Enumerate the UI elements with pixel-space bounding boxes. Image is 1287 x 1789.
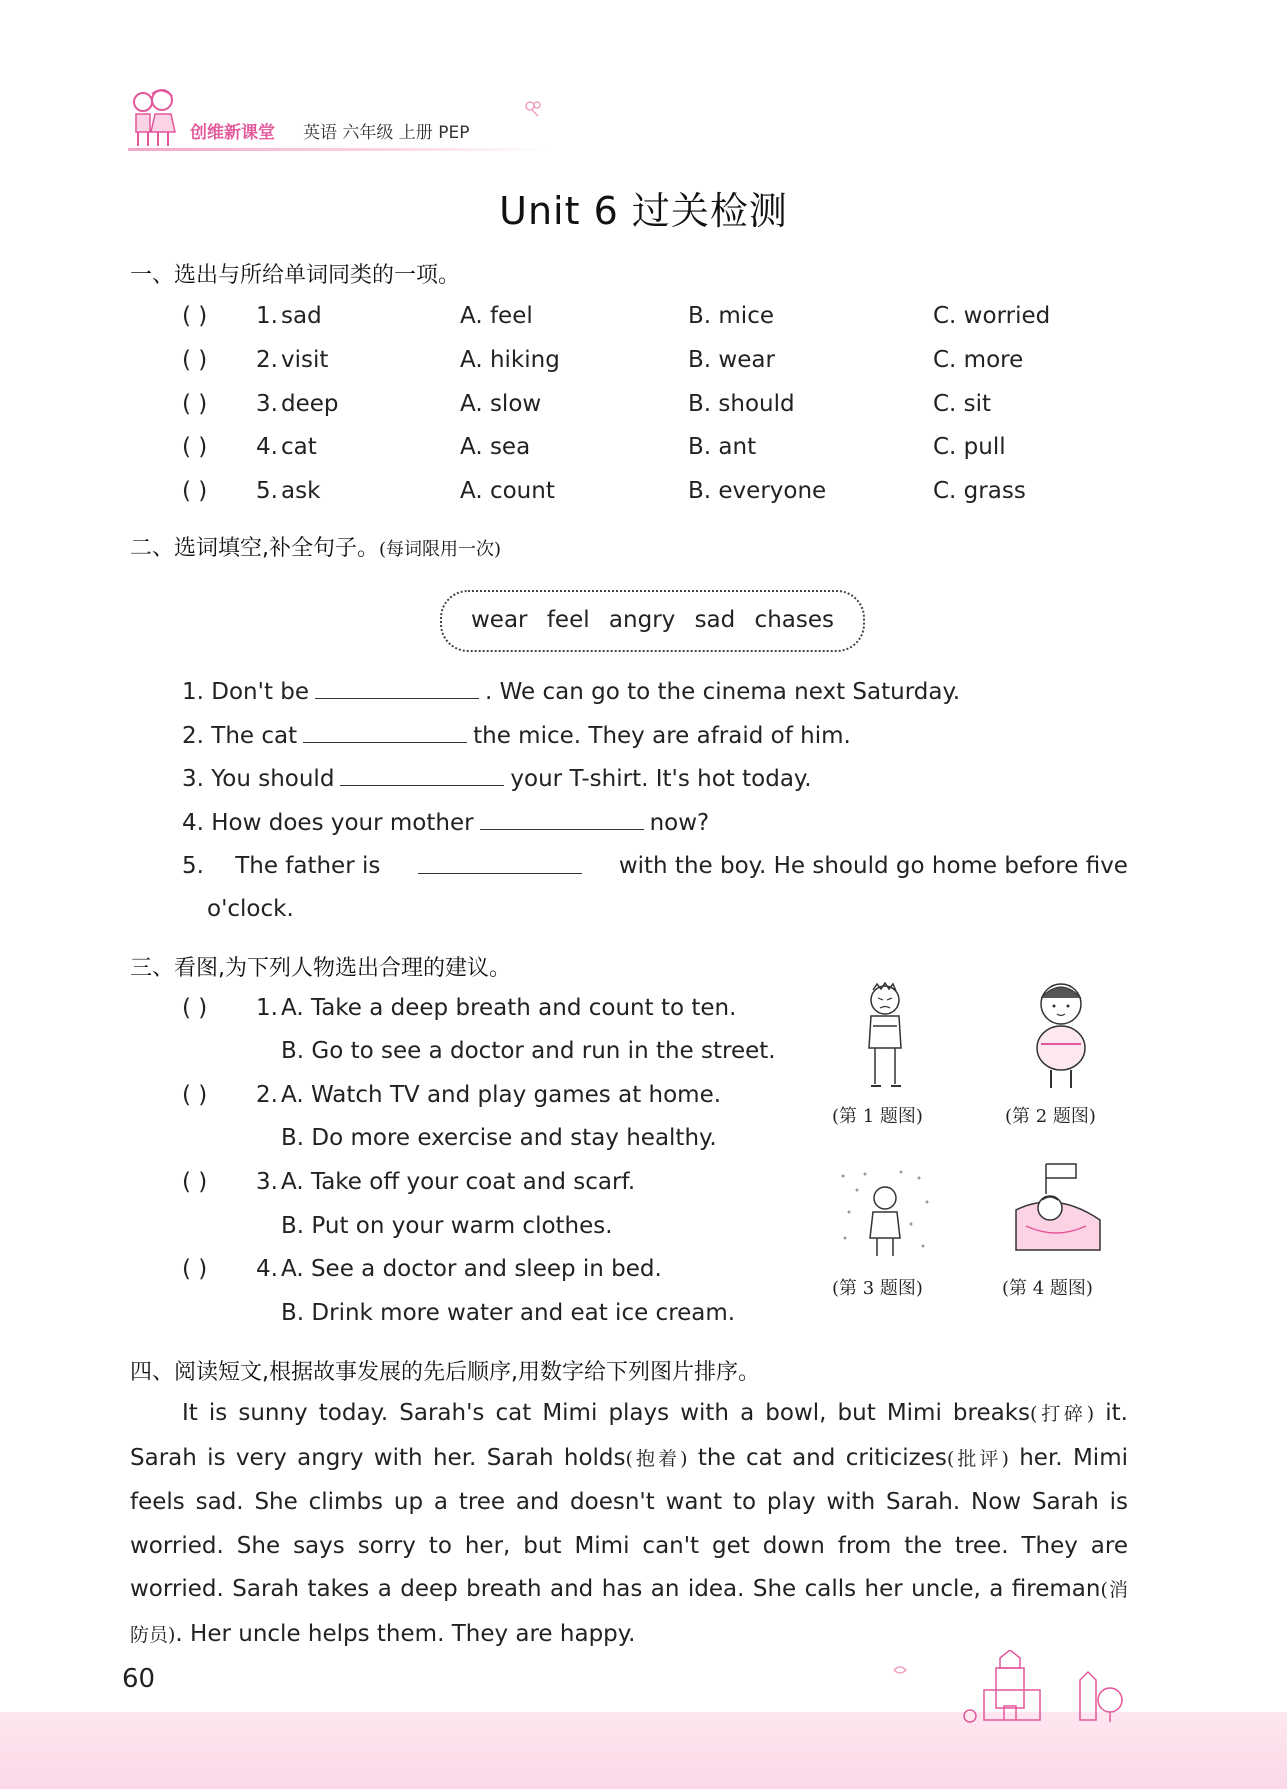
option-c: C. more xyxy=(933,347,1024,373)
sentence-after: . We can go to the cinema next Saturday. xyxy=(485,679,961,705)
option-b: B. Put on your warm clothes. xyxy=(281,1213,613,1239)
option-b: B. everyone xyxy=(688,478,827,504)
option-b: B. Do more exercise and stay healthy. xyxy=(281,1125,717,1151)
item-word: ask xyxy=(281,478,321,504)
fill-sentence xyxy=(182,809,709,836)
item-number: 3. xyxy=(256,391,278,417)
page-title: Unit 6 过关检测 xyxy=(499,189,788,233)
chinese-gloss: (抱着) xyxy=(625,1447,688,1470)
kids-logo-icon xyxy=(128,86,178,150)
item-number: 2. xyxy=(182,723,204,749)
sentence-after: your T-shirt. It's hot today. xyxy=(510,766,812,792)
answer-blank[interactable] xyxy=(480,809,644,830)
snowy-boy-picture xyxy=(835,1166,935,1264)
sentence-after: now? xyxy=(649,810,710,836)
sentence-continuation: o'clock. xyxy=(207,896,294,922)
item-number: 4. xyxy=(256,1256,278,1282)
chinese-gloss: (批评) xyxy=(946,1447,1009,1470)
option-a: A. Take off your coat and scarf. xyxy=(281,1169,636,1195)
option-c: C. sit xyxy=(933,391,992,417)
answer-paren[interactable]: ( ) xyxy=(182,347,208,373)
passage-text: her. Mimi feels sad. She climbs up a tree and doesn't want to play with Sarah. Now Sarah is worried. She says sorry to her, but Mimi can't get down from the tree. They are worried. Sarah takes a deep breath and has an idea. She calls her uncle, a fireman xyxy=(130,1444,1128,1603)
fill-sentence xyxy=(182,853,1128,879)
answer-blank[interactable] xyxy=(418,853,582,874)
angry-boy-picture xyxy=(855,980,915,1096)
book-info: 英语 六年级 上册 PEP xyxy=(303,123,470,143)
option-a: A. slow xyxy=(460,391,542,417)
section1-heading: 一、选出与所给单词同类的一项。 xyxy=(130,263,461,288)
answer-paren[interactable]: ( ) xyxy=(182,1082,208,1108)
sick-in-bed-picture xyxy=(1006,1160,1106,1264)
sentence-after: the mice. They are afraid of him. xyxy=(473,723,851,749)
option-c: C. worried xyxy=(933,303,1051,329)
answer-paren[interactable]: ( ) xyxy=(182,391,208,417)
item-number: 4. xyxy=(182,810,204,836)
sentence-before: The father is xyxy=(235,853,381,879)
passage-text: it. Sarah is very angry with her. Sarah holds xyxy=(130,1400,1128,1471)
sentence-before: Don't be xyxy=(211,679,310,705)
passage-text: It is sunny today. Sarah's cat Mimi plays with a bowl, but Mimi breaks xyxy=(182,1400,1031,1426)
option-a: A. count xyxy=(460,478,555,504)
reading-passage xyxy=(130,1392,1128,1658)
option-b: B. Drink more water and eat ice cream. xyxy=(281,1300,736,1326)
flower-icon xyxy=(522,96,546,120)
answer-paren[interactable]: ( ) xyxy=(182,434,208,460)
picture-caption-4: (第 4 题图) xyxy=(1002,1278,1093,1299)
answer-blank[interactable] xyxy=(340,765,504,786)
word-bank xyxy=(440,590,865,652)
item-number: 5. xyxy=(256,478,278,504)
option-b: B. mice xyxy=(688,303,774,329)
picture-caption-2: (第 2 题图) xyxy=(1005,1106,1096,1127)
sentence-after: with the boy. He should go home before five xyxy=(618,853,1128,879)
answer-paren[interactable]: ( ) xyxy=(182,1169,208,1195)
option-b: B. should xyxy=(688,391,795,417)
item-word: visit xyxy=(281,347,329,373)
header-underline xyxy=(128,148,548,151)
page-number: 60 xyxy=(122,1664,156,1694)
item-word: cat xyxy=(281,434,317,460)
item-number: 3. xyxy=(182,766,204,792)
word-bank-words: wear feel angry sad chases xyxy=(471,607,834,633)
answer-blank[interactable] xyxy=(303,722,467,743)
section4-heading: 四、阅读短文,根据故事发展的先后顺序,用数字给下列图片排序。 xyxy=(130,1360,760,1385)
fill-sentence xyxy=(182,678,960,705)
option-b: B. Go to see a doctor and run in the street. xyxy=(281,1038,776,1064)
sentence-before: The cat xyxy=(211,723,298,749)
section2-title: 二、选词填空,补全句子。 xyxy=(130,536,379,561)
fill-sentence xyxy=(182,765,812,792)
section3-heading: 三、看图,为下列人物选出合理的建议。 xyxy=(130,956,511,981)
section2-note: (每词限用一次) xyxy=(379,539,502,560)
picture-caption-3: (第 3 题图) xyxy=(832,1278,923,1299)
passage-text: . Her uncle helps them. They are happy. xyxy=(175,1620,636,1647)
option-a: A. hiking xyxy=(460,347,560,373)
chinese-gloss: (打碎) xyxy=(1030,1403,1095,1425)
overweight-boy-picture xyxy=(1027,980,1095,1096)
sentence-before: You should xyxy=(211,766,335,792)
option-a: A. feel xyxy=(460,303,533,329)
item-number: 4. xyxy=(256,434,278,460)
page-header xyxy=(128,86,548,156)
option-a: A. Watch TV and play games at home. xyxy=(281,1082,722,1108)
chinese-gloss: (消防员) xyxy=(130,1579,1129,1646)
sentence-before: How does your mother xyxy=(211,810,474,836)
item-number: 3. xyxy=(256,1169,278,1195)
option-a: A. sea xyxy=(460,434,531,460)
brand-name: 创维新课堂 xyxy=(190,123,275,143)
option-b: B. ant xyxy=(688,434,757,460)
section2-heading xyxy=(130,531,501,562)
item-number: 1. xyxy=(182,679,204,705)
option-c: C. grass xyxy=(933,478,1026,504)
fill-sentence xyxy=(182,722,851,749)
item-number: 2. xyxy=(256,1082,278,1108)
option-a: A. See a doctor and sleep in bed. xyxy=(281,1256,662,1282)
item-number: 5. xyxy=(182,853,204,879)
castle-decoration-icon xyxy=(880,1650,1160,1730)
item-number: 1. xyxy=(256,303,278,329)
answer-paren[interactable]: ( ) xyxy=(182,1256,208,1282)
picture-caption-1: (第 1 题图) xyxy=(832,1106,923,1127)
answer-paren[interactable]: ( ) xyxy=(182,995,208,1021)
option-b: B. wear xyxy=(688,347,775,373)
item-number: 2. xyxy=(256,347,278,373)
item-number: 1. xyxy=(256,995,278,1021)
answer-paren[interactable]: ( ) xyxy=(182,303,208,329)
item-word: deep xyxy=(281,391,339,417)
option-a: A. Take a deep breath and count to ten. xyxy=(281,995,737,1021)
option-c: C. pull xyxy=(933,434,1006,460)
item-word: sad xyxy=(281,303,322,329)
answer-blank[interactable] xyxy=(315,678,479,699)
passage-text: the cat and criticizes xyxy=(687,1444,947,1471)
answer-paren[interactable]: ( ) xyxy=(182,478,208,504)
